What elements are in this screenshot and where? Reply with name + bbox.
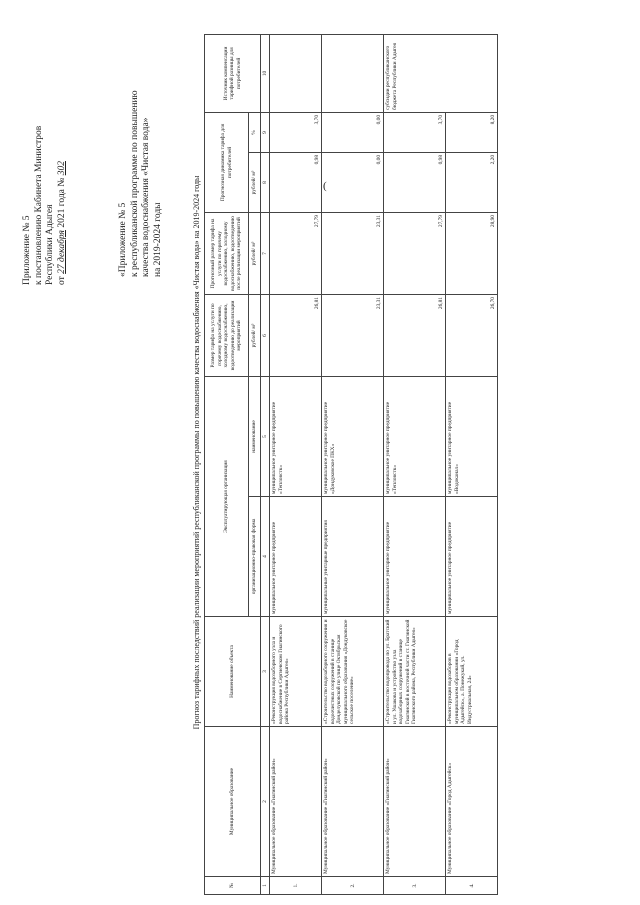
program-line1: «Приложение № 5 [118,202,128,277]
row-municipality: Муниципальное образование «Гиагинский район» [384,727,446,877]
annex-line3: Республики Адыгея [45,204,55,285]
row-object: «Реконструкция водозаборов в муниципальном образовании «Город Адыгейск», а. Понежукай, ул. Индустриальная, 24» [446,617,498,727]
row-tariff-delta: 0,00 [322,152,384,212]
row-form: муниципальное унитарное предприятие [446,497,498,617]
row-tariff-before: 26,81 [270,294,322,376]
col-number: 9 [261,112,270,152]
col-unit-after: рублей/ м³ [249,212,261,294]
row-tariff-pct: 3,70 [270,112,322,152]
col-tariff-after: Прогнозный размер тарифа на услуги по горячему водоснабжению, холодному водоснабжению, водоотведению после реализации мероприятий [205,212,249,294]
row-tariff-before: 23,31 [322,294,384,376]
program-line2: к республиканской программе по повышению [129,90,140,277]
annex-line1: Приложение № 5 [22,215,32,285]
annex-date: 27 декабря [56,230,67,274]
row-tariff-after: 23,31 [322,212,384,294]
row-tariff-delta: 0,98 [270,152,322,212]
table-row [446,34,498,894]
row-object: «Строительство водопровода по ул. Братский и ул. Ушакова и устройство узла водозаборных сооружений в станице Гиагинской в восточной части ст. Гиагинской Гиагинского района, Республики Адыгея» [384,617,446,727]
col-operator-name: наименование [249,376,261,496]
col-number: 8 [261,152,270,212]
tariff-table [204,34,498,895]
col-municipality: Муниципальное образование [205,727,261,877]
stray-mark: ( [323,180,327,192]
col-num: № [205,877,261,895]
col-number: 5 [261,376,270,496]
col-number: 4 [261,497,270,617]
col-operator: Эксплуатирующая организация [205,376,249,616]
program-line3: качества водоснабжения «Чистая вода» [141,117,151,277]
table-row [270,34,322,894]
program-line4: на 2019-2024 годы [152,202,163,277]
row-municipality: Муниципальное образование «Город Адыгейск» [446,727,498,877]
row-operator-name: муниципальное унитарное предприятие «Дондуковское ПКХ» [322,376,384,496]
col-operator-form: организационно-правовая форма [249,497,261,617]
row-municipality: Муниципальное образование «Гиагинский район» [270,727,322,877]
row-tariff-after: 27,79 [270,212,322,294]
row-tariff-after: 28,90 [446,212,498,294]
row-form: муниципальные унитарные предприятия [322,497,384,617]
row-number: 2. [322,877,384,895]
row-number: 4. [446,877,498,895]
document-title: Прогноз тарифных последствий реализации мероприятий республиканской программы по повышению качества водоснабжения «Чистая вода» на 2019-2024 годы [192,175,201,730]
col-number: 10 [261,34,270,112]
col-number: 7 [261,212,270,294]
column-number-row [261,34,270,894]
col-compensation: Источник компенсации тарифной разницы для потребителей [205,34,261,112]
row-source [270,34,322,112]
row-tariff-before: 26,70 [446,294,498,376]
row-tariff-before: 26,81 [384,294,446,376]
col-unit-pct: % [249,112,261,152]
row-form: муниципальное унитарное предприятие [270,497,322,617]
table-row [384,34,446,894]
row-object: «Строительство водозаборного сооружения и водоочистных сооружений в станице Донделуковской по улице Октябрьская муниципального образования «Дондуковское сельское поселение» [322,617,384,727]
row-source [322,34,384,112]
annex-line4 [57,15,69,285]
row-tariff-after: 27,79 [384,212,446,294]
row-tariff-pct: 8,20 [446,112,498,152]
row-number: 3. [384,877,446,895]
annex-date-prefix: от [56,276,67,285]
row-operator-name: муниципальное унитарное предприятие «Тепловстк» [270,376,322,496]
col-number: 3 [261,617,270,727]
col-number: 1 [261,877,270,895]
col-object: Наименование объекта [205,617,261,727]
annex-line2: к постановлению Кабинета Министров [33,125,44,285]
row-tariff-pct: 0,00 [322,112,384,152]
annex-year: 2021 года № [56,177,67,228]
row-tariff-delta: 0,98 [384,152,446,212]
table-row [322,34,384,894]
row-form: муниципальное унитарное предприятие [384,497,446,617]
row-operator-name: муниципальное унитарное предприятие «Тепловстк» [384,376,446,496]
row-number: 1. [270,877,322,895]
col-tariff-change: Прогнозная динамика тарифа для потребителей [205,112,249,212]
row-operator-name: муниципальное унитарное предприятие «Водоканал» [446,376,498,496]
col-number: 2 [261,727,270,877]
col-unit-before: рублей/ м³ [249,294,261,376]
col-number: 6 [261,294,270,376]
row-municipality: Муниципальное образование «Гиагинский район» [322,727,384,877]
col-unit-change: рублей/ м³ [249,152,261,212]
annex-number: 302 [56,161,67,176]
program-header [118,7,164,277]
row-source: субсидии республиканского бюджета Республики Адыгея [384,34,498,112]
col-tariff-before: Размер тарифа на услуги по горячему водоснабжению, холодному водоснабжению, водоотведению до реализации мероприятий [205,294,249,376]
row-object: «Реконструкция водозаборного узла и водоснабжение в Сергиевском Гиагинского района Республики Адыгея» [270,617,322,727]
row-tariff-delta: 2,20 [446,152,498,212]
annex-header [22,15,68,285]
row-tariff-pct: 3,70 [384,112,446,152]
